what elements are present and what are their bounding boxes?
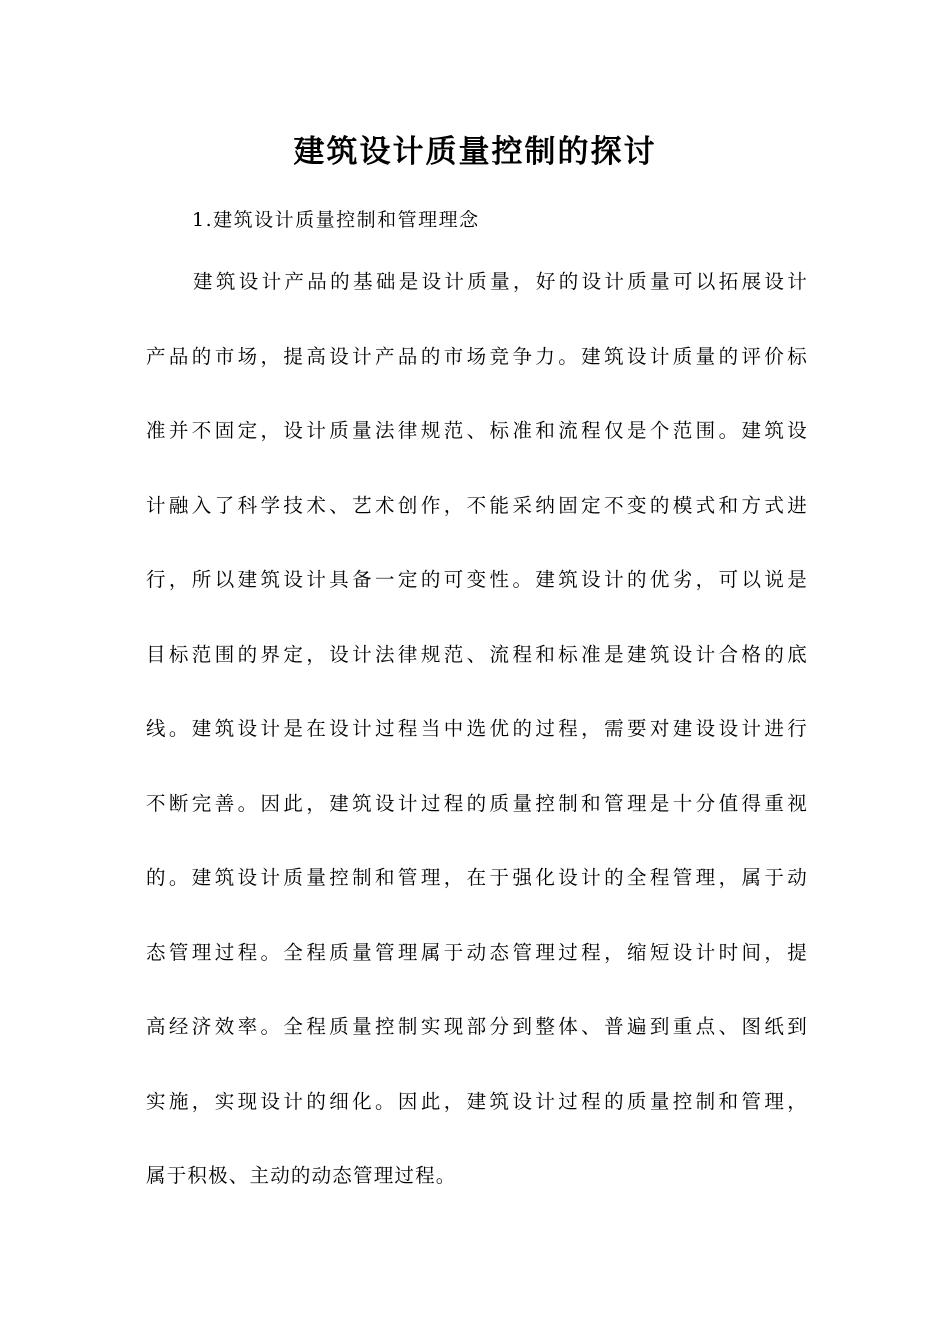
paragraph-line: 实施，实现设计的细化。因此，建筑设计过程的质量控制和管理， bbox=[146, 1089, 808, 1113]
body-paragraph bbox=[146, 260, 808, 1229]
paragraph-line: 不断完善。因此，建筑设计过程的质量控制和管理是十分值得重视 bbox=[146, 791, 808, 815]
section-heading: 1.建筑设计质量控制和管理理念 bbox=[192, 209, 480, 231]
paragraph-line: 准并不固定，设计质量法律规范、标准和流程仅是个范围。建筑设 bbox=[146, 419, 808, 442]
paragraph-line: 目标范围的界定，设计法律规范、流程和标准是建筑设计合格的底 bbox=[146, 642, 808, 666]
paragraph-line: 建筑设计产品的基础是设计质量，好的设计质量可以拓展设计 bbox=[193, 270, 808, 293]
paragraph-line: 线。建筑设计是在设计过程当中选优的过程，需要对建设设计进行 bbox=[146, 717, 808, 740]
paragraph-line: 属于积极、主动的动态管理过程。 bbox=[146, 1164, 457, 1187]
document-title: 建筑设计质量控制的探讨 bbox=[293, 134, 657, 170]
paragraph-line: 行，所以建筑设计具备一定的可变性。建筑设计的优劣，可以说是 bbox=[146, 568, 808, 591]
paragraph-line: 的。建筑设计质量控制和管理，在于强化设计的全程管理，属于动 bbox=[146, 866, 808, 889]
paragraph-line: 高经济效率。全程质量控制实现部分到整体、普遍到重点、图纸到 bbox=[146, 1015, 808, 1038]
paragraph-line: 态管理过程。全程质量管理属于动态管理过程，缩短设计时间，提 bbox=[146, 940, 808, 964]
paragraph-line: 产品的市场，提高设计产品的市场竞争力。建筑设计质量的评价标 bbox=[146, 344, 808, 368]
paragraph-line: 计融入了科学技术、艺术创作，不能采纳固定不变的模式和方式进 bbox=[146, 493, 808, 517]
